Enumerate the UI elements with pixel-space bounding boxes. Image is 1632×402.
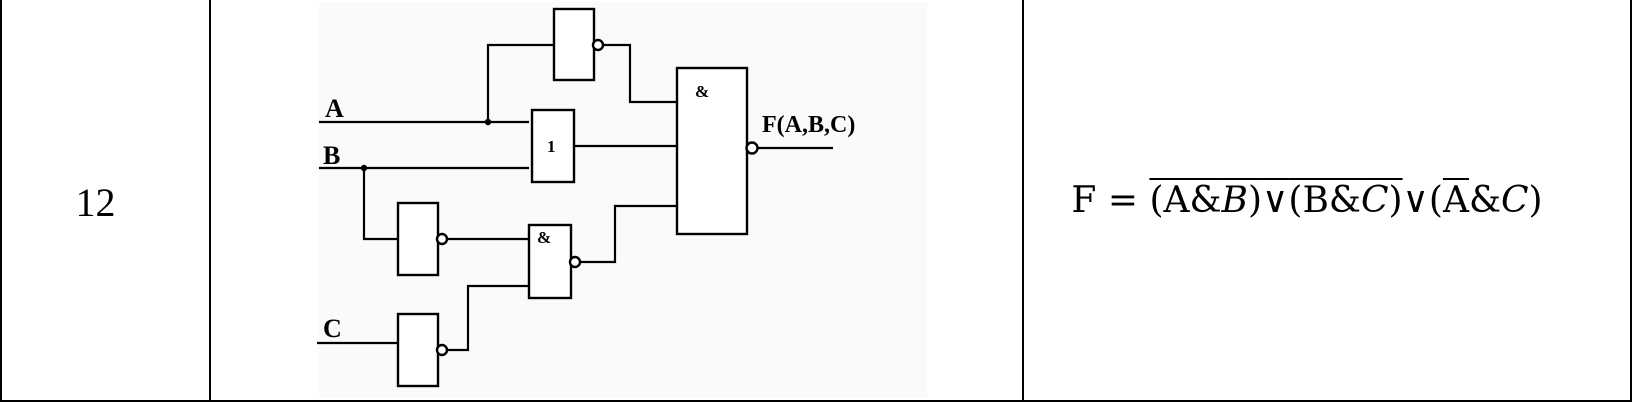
junction-b — [361, 165, 367, 171]
boolean-formula — [1071, 180, 1542, 221]
formula-amp: & — [1189, 179, 1222, 221]
formula-paren: ) — [1528, 179, 1543, 221]
table-row — [1, 0, 1631, 401]
formula-or: ∨ — [1402, 179, 1429, 221]
diagram-cell — [210, 0, 1023, 401]
formula-term-b-and: (B& — [1288, 179, 1361, 221]
gate-not-c — [398, 314, 438, 386]
formula-var-c: C — [1360, 179, 1389, 221]
wire-nand-out — [577, 206, 677, 262]
label-gate-or: 1 — [547, 137, 556, 156]
formula-paren: ) — [1388, 179, 1403, 221]
formula-negated-group — [1149, 180, 1402, 221]
wire-not-c-out — [442, 286, 529, 350]
formula-lhs: F = — [1071, 179, 1150, 221]
formula-paren: ( — [1149, 179, 1164, 221]
row-number: 12 — [75, 179, 116, 225]
label-input-c: C — [323, 314, 342, 343]
label-gate-nand: & — [537, 228, 552, 247]
gate-and-final-bubble — [747, 143, 758, 154]
formula-paren: ( — [1428, 179, 1443, 221]
formula-cell — [1023, 0, 1631, 401]
formula-not-a: $\overline{A}$ — [1442, 179, 1469, 221]
row-number-cell — [1, 0, 210, 401]
formula-or: ∨ — [1262, 179, 1289, 221]
wire-not-top-out — [603, 45, 677, 102]
formula-paren: ) — [1248, 179, 1263, 221]
label-input-b: B — [323, 141, 341, 170]
gate-not-mid-bubble — [437, 234, 447, 244]
formula-var-c: C — [1501, 179, 1529, 221]
junction-a — [485, 119, 491, 125]
gate-not-mid — [398, 203, 438, 275]
gate-nand-bubble — [570, 257, 580, 267]
gate-and-final — [677, 68, 747, 234]
gate-not-top — [554, 9, 594, 80]
gate-not-top-bubble — [593, 40, 603, 50]
label-gate-and-final: & — [695, 82, 710, 101]
label-output: F(A,B,C) — [762, 112, 856, 138]
formula-amp: & — [1468, 179, 1501, 221]
gate-not-c-bubble — [437, 345, 447, 355]
wire-b-to-not-mid — [364, 168, 398, 239]
formula-var-b: B — [1221, 179, 1248, 221]
formula-not-a: A — [1163, 179, 1190, 221]
label-input-a: A — [325, 94, 344, 123]
circuit-svg — [211, 0, 1022, 400]
logic-circuit-diagram — [211, 0, 1022, 400]
